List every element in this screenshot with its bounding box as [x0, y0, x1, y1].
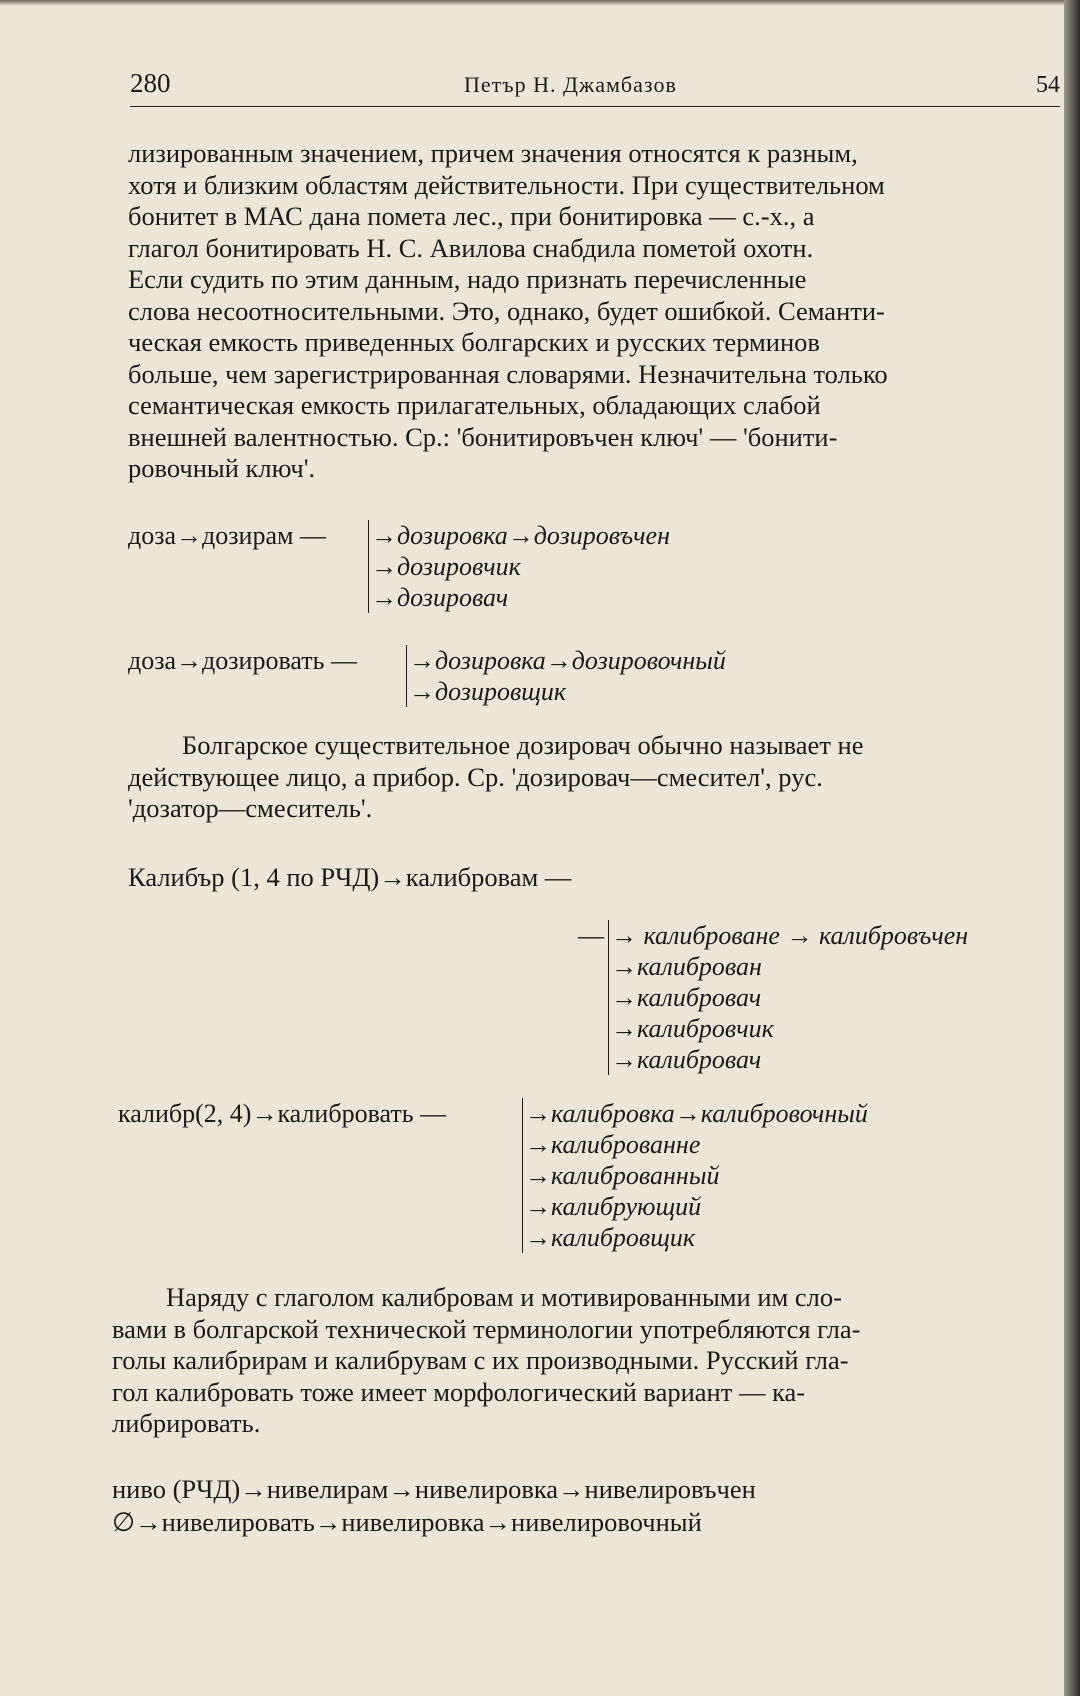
scheme-branch: →дозировка→дозировочный [409, 646, 726, 675]
text-line: голы калибрирам и калибрувам с их производными. Русский гла- [112, 1345, 849, 1375]
scheme-branches [406, 645, 726, 707]
text-line: слова несоотносительными. Это, однако, будет ошибкой. Семанти- [128, 295, 885, 326]
scheme-branch: →калиброван [611, 952, 762, 981]
scheme-branch: →калибровач [611, 1045, 762, 1074]
corner-number: 54 [1036, 72, 1060, 98]
text-line: глагол бонитировать Н. С. Авилова снабдила пометой охотн. [128, 232, 814, 263]
scheme-branch: →дозировка→дозировъчен [371, 521, 670, 550]
text-line: гол калибровать тоже имеет морфологический вариант — ка- [112, 1376, 806, 1407]
scheme-root: доза→дозирам — [128, 521, 326, 550]
scheme-root: калибр(2, 4)→калибровать — [118, 1099, 447, 1128]
text-line: Наряду с глаголом калибровам и мотивированными им сло- [166, 1282, 842, 1312]
scheme-branch: →калибровчик [611, 1014, 774, 1043]
scheme-branch: →калибрующий [525, 1192, 702, 1221]
scheme-branch: →калиброванный [525, 1161, 720, 1190]
page-number: 280 [130, 68, 171, 98]
text-line: семантическая емкость прилагательных, обладающих слабой [128, 390, 821, 420]
scheme-branch: →калибровач [611, 983, 762, 1012]
text-line: ческая емкость приведенных болгарских и русских терминов [128, 327, 820, 357]
page-top-edge [0, 0, 1080, 6]
scheme-branches [522, 1098, 868, 1253]
kalibar-line: Калибър (1, 4 по РЧД)→калибровам — [128, 862, 572, 892]
scheme-lead-dash: — [578, 921, 604, 950]
scheme-branch: →калибровка→калибровочный [525, 1099, 868, 1128]
text-line: лизированным значением, причем значения относятся к разным, [128, 138, 858, 168]
scheme-branch: →калибровщик [525, 1223, 696, 1252]
spine-shadow [1064, 0, 1080, 1696]
text-line: Болгарское существительное дозировач обычно называет не [182, 730, 864, 760]
paragraph-1 [128, 138, 1060, 485]
paragraph-2 [128, 730, 1060, 825]
text-line: либрировать. [112, 1408, 261, 1438]
running-head: Петър Н. Джамбазов [464, 72, 677, 97]
text-line: 'дозатор—смеситель'. [128, 793, 373, 823]
nivo-line-1: ниво (РЧД)→нивелирам→нивелировка→нивелировъчен [112, 1474, 756, 1504]
paragraph-3 [112, 1282, 1047, 1440]
page-header [130, 64, 1060, 107]
text-line: хотя и близким областям действительности. При существительном [128, 169, 885, 200]
text-line: Если судить по этим данным, надо признать перечисленные [128, 264, 807, 294]
scheme-branches [368, 520, 670, 613]
text-line: ровочный ключ'. [128, 453, 316, 483]
scheme-branch: →дозировач [371, 583, 509, 612]
scheme-branch: →калиброванне [525, 1130, 701, 1159]
scheme-branch: →дозировщик [409, 677, 567, 706]
text-line: действующее лицо, а прибор. Ср. 'дозировач—смесител', рус. [128, 761, 823, 792]
text-line: внешней валентностью. Ср.: 'бонитировъчен ключ' — 'бонити- [128, 421, 838, 452]
text-line: бонитет в МАС дана помета лес., при бонитировка — с.-х., а [128, 201, 815, 231]
scheme-root: доза→дозировать — [128, 646, 357, 675]
scheme-branch: →дозировчик [371, 552, 521, 581]
nivo-line-2: ∅→нивелировать→нивелировка→нивелировочный [112, 1507, 702, 1537]
text-line: больше, чем зарегистрированная словарями. Незначительна только [128, 358, 888, 389]
scheme-branches [608, 920, 968, 1075]
text-line: вами в болгарской технической терминологии употребляются гла- [112, 1313, 861, 1344]
scheme-branch: → калиброване → калибровъчен [611, 921, 969, 950]
